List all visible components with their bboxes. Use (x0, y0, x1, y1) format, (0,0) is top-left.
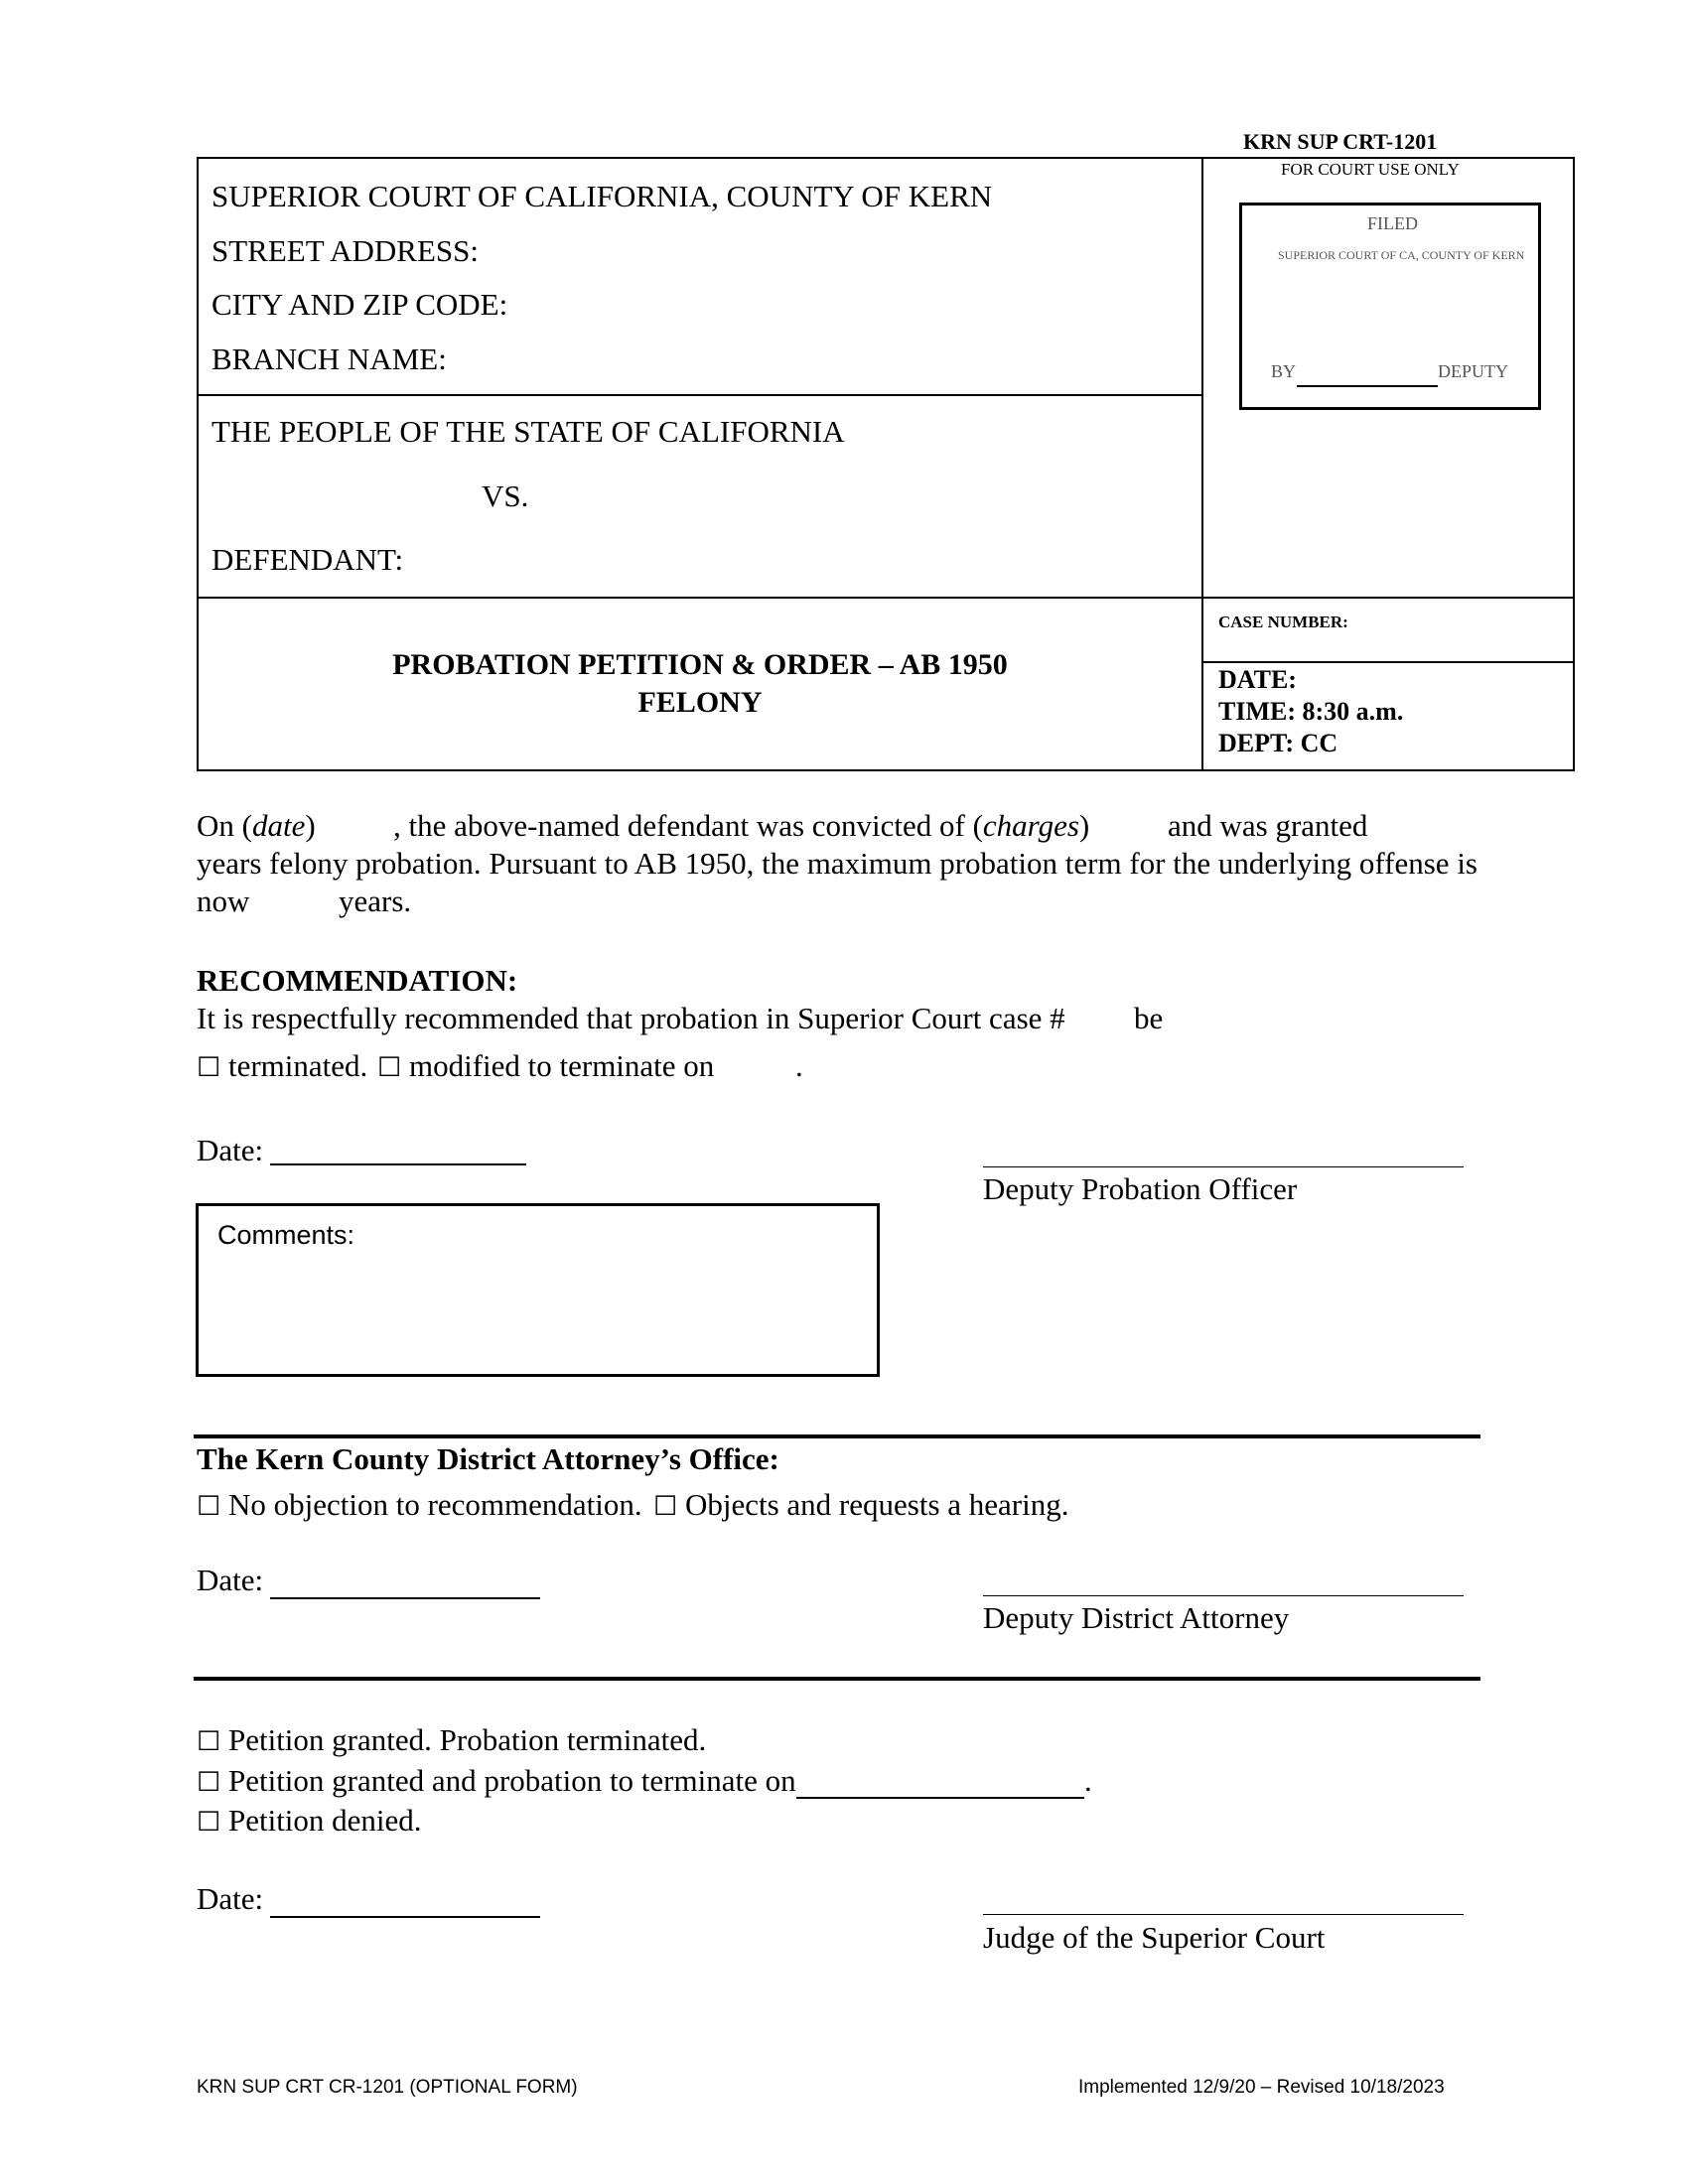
da-objects-checkbox[interactable]: ☐ (653, 1491, 678, 1522)
da-objects-option[interactable] (653, 1487, 1068, 1523)
probation-date-label: Date: (197, 1133, 264, 1167)
recommend-terminated-label: terminated. (227, 1048, 368, 1083)
intro-line-1 (197, 808, 316, 844)
footer-left: KRN SUP CRT CR-1201 (OPTIONAL FORM) (197, 2077, 578, 2098)
form-title-line1: PROBATION PETITION & ORDER – AB 1950 (392, 648, 1008, 681)
form-title (199, 646, 1201, 722)
da-date-line[interactable] (270, 1597, 540, 1599)
da-signature-line[interactable] (983, 1595, 1464, 1596)
filed-stamp-by: BY (1271, 361, 1297, 381)
da-heading: The Kern County District Attorney’s Office: (197, 1441, 779, 1476)
da-no-objection-label: No objection to recommendation. (227, 1487, 642, 1522)
filed-stamp-court: SUPERIOR COURT OF CA, COUNTY OF KERN (1278, 248, 1525, 262)
hearing-dept-label: DEPT: CC (1218, 729, 1338, 757)
recommend-modified-period: . (795, 1048, 803, 1083)
recommend-terminated-option[interactable] (197, 1048, 367, 1084)
intro-date-close: ) (305, 808, 316, 843)
probation-date-line[interactable] (270, 1163, 526, 1165)
da-no-objection-checkbox[interactable]: ☐ (197, 1491, 221, 1522)
order-denied-label: Petition denied. (227, 1803, 422, 1838)
judge-signature-line[interactable] (983, 1914, 1464, 1915)
order-granted-on-checkbox[interactable]: ☐ (197, 1767, 221, 1798)
order-denied-option[interactable] (197, 1803, 422, 1839)
da-objects-label: Objects and requests a hearing. (684, 1487, 1069, 1522)
intro-granted: and was granted (1168, 808, 1368, 843)
caption-top-border (197, 157, 1575, 159)
caption-right-border (1573, 157, 1575, 771)
intro-years: years. (339, 884, 412, 918)
intro-convicted-text: , the above-named defendant was convicted of ( (393, 808, 983, 843)
da-section-rule (194, 1434, 1480, 1438)
recommend-modified-checkbox[interactable]: ☐ (377, 1052, 402, 1083)
caption-middle-divider (1201, 157, 1203, 771)
footer-right: Implemented 12/9/20 – Revised 10/18/2023 (1078, 2077, 1445, 2098)
recommend-terminated-checkbox[interactable]: ☐ (197, 1052, 221, 1083)
probation-signer-label: Deputy Probation Officer (983, 1171, 1298, 1206)
filed-stamp-deputy: DEPUTY (1438, 361, 1508, 381)
comments-label: Comments: (217, 1220, 355, 1250)
recommendation-heading: RECOMMENDATION: (197, 963, 518, 998)
intro-now: now (197, 884, 250, 918)
intro-date-word: date (251, 808, 306, 843)
recommend-modified-label: modified to terminate on (408, 1048, 715, 1083)
caption-title-divider (197, 597, 1575, 599)
form-title-line2: FELONY (637, 686, 763, 719)
probation-signature-line[interactable] (983, 1166, 1464, 1167)
order-granted-on-option[interactable] (197, 1763, 796, 1799)
order-section-rule (194, 1677, 1480, 1681)
filed-stamp-by-line (1297, 385, 1438, 387)
intro-charges-close: ) (1078, 808, 1090, 843)
order-granted-on-label: Petition granted and probation to terminate on (227, 1763, 796, 1798)
filed-stamp-title: FILED (1367, 213, 1418, 233)
versus-label: VS. (482, 478, 529, 513)
da-date-label: Date: (197, 1563, 264, 1597)
caption-case-divider (1201, 661, 1575, 663)
judge-signer-label: Judge of the Superior Court (983, 1920, 1326, 1955)
court-name: SUPERIOR COURT OF CALIFORNIA, COUNTY OF KERN (211, 179, 993, 213)
city-zip-label: CITY AND ZIP CODE: (211, 287, 508, 322)
intro-charges-word: charges (982, 808, 1079, 843)
judge-date-label: Date: (197, 1881, 264, 1916)
case-number-label: CASE NUMBER: (1218, 613, 1348, 631)
intro-line-2: years felony probation. Pursuant to AB 1950, the maximum probation term for the underlying offense is (197, 846, 1477, 881)
order-denied-checkbox[interactable]: ☐ (197, 1807, 221, 1838)
order-granted-terminated-label: Petition granted. Probation terminated. (227, 1722, 707, 1757)
hearing-time-label: TIME: 8:30 a.m. (1218, 697, 1404, 726)
judge-date-line[interactable] (270, 1916, 540, 1918)
order-granted-terminated-option[interactable] (197, 1722, 706, 1758)
form-id: KRN SUP CRT-1201 (1243, 129, 1438, 154)
da-no-objection-option[interactable] (197, 1487, 642, 1523)
da-signer-label: Deputy District Attorney (983, 1600, 1290, 1635)
street-address-label: STREET ADDRESS: (211, 233, 480, 268)
people-label: THE PEOPLE OF THE STATE OF CALIFORNIA (211, 414, 845, 449)
recommendation-text: It is respectfully recommended that probation in Superior Court case # (197, 1001, 1065, 1035)
order-granted-terminated-checkbox[interactable]: ☐ (197, 1726, 221, 1757)
intro-convicted (393, 808, 1089, 844)
defendant-label: DEFENDANT: (211, 542, 404, 577)
order-terminate-date-line[interactable] (796, 1797, 1084, 1799)
caption-court-divider (197, 394, 1202, 396)
recommend-modified-option[interactable] (377, 1048, 714, 1084)
caption-bottom-border (197, 769, 1575, 771)
recommendation-be: be (1134, 1001, 1164, 1035)
branch-name-label: BRANCH NAME: (211, 341, 447, 376)
court-use-label: FOR COURT USE ONLY (1281, 160, 1460, 179)
order-terminate-period: . (1084, 1763, 1092, 1798)
intro-on: On ( (197, 808, 252, 843)
hearing-date-label: DATE: (1218, 665, 1297, 694)
